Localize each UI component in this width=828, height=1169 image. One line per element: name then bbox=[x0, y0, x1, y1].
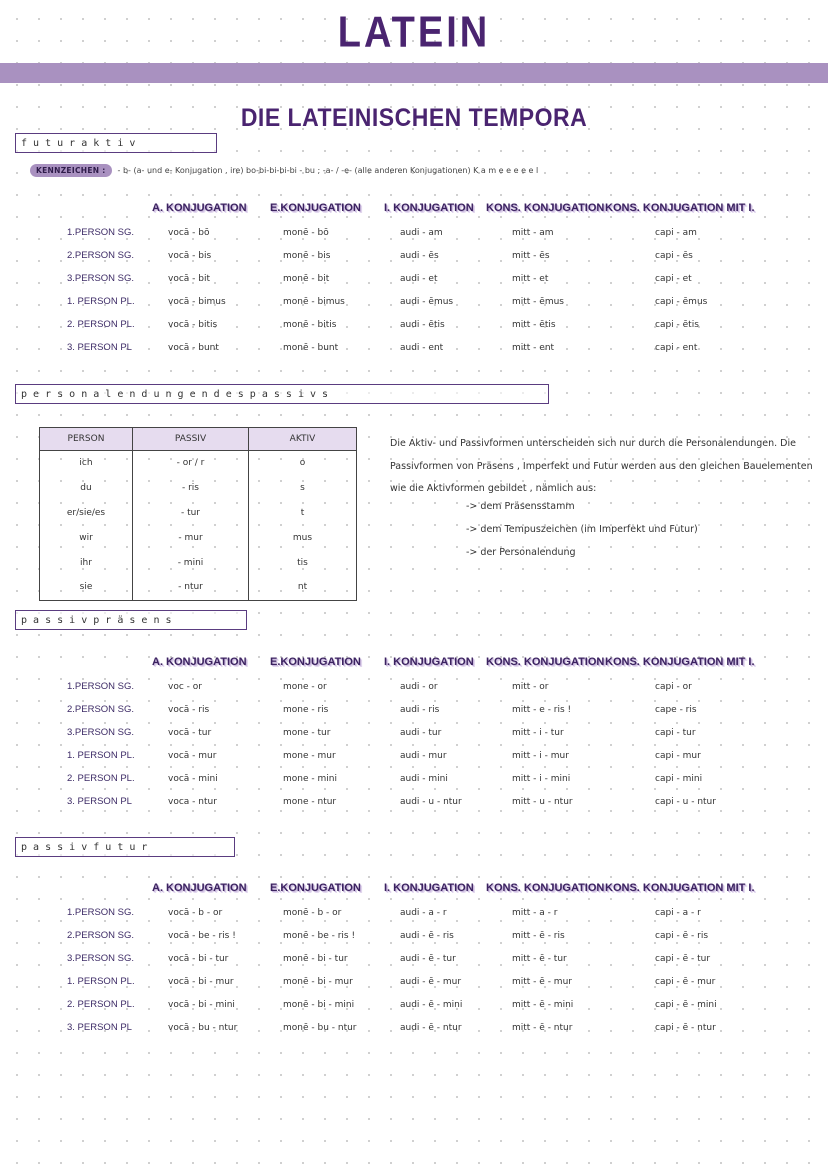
table-row bbox=[40, 476, 357, 501]
conjugation-cell: mone - tur bbox=[283, 728, 331, 738]
conjugation-cell: capi - ē - mini bbox=[655, 1000, 717, 1010]
conjugation-cell: vocā - bis bbox=[168, 251, 212, 261]
conjugation-cell: mitt - ēmus bbox=[512, 297, 564, 307]
aktiv-cell: tis bbox=[297, 557, 308, 568]
person-cell: ihr bbox=[40, 550, 133, 575]
person-cell: wir bbox=[40, 525, 133, 550]
conjugation-cell: mone - mini bbox=[283, 774, 337, 784]
conjugation-cell: audi - ris bbox=[400, 705, 440, 715]
conjugation-cell: mitt - i - mur bbox=[512, 751, 569, 761]
conjugation-cell: capi - ē - mur bbox=[655, 977, 716, 987]
row-label: 3.PERSON SG. bbox=[67, 727, 135, 738]
table-row bbox=[40, 451, 357, 476]
row-label: 3. PERSON PL bbox=[67, 342, 132, 353]
arrow-item-personalendung: -> der Personalendung bbox=[466, 547, 576, 558]
row-label: 2.PERSON SG. bbox=[67, 930, 135, 941]
conjugation-cell: audi - am bbox=[400, 228, 443, 238]
row-label: 1. PERSON PL. bbox=[67, 296, 135, 307]
row-label: 3.PERSON SG. bbox=[67, 273, 135, 284]
column-header: KONS. KONJUGATION bbox=[486, 656, 605, 668]
column-header: E.KONJUGATION bbox=[270, 656, 361, 668]
conjugation-cell: mitt - ent bbox=[512, 343, 555, 353]
conjugation-cell: voc - or bbox=[168, 682, 202, 692]
row-label: 3.PERSON SG. bbox=[67, 953, 135, 964]
conjugation-cell: vocā - ris bbox=[168, 705, 210, 715]
conjugation-cell: mitt - a - r bbox=[512, 908, 558, 918]
conjugation-cell: capi - et bbox=[655, 274, 692, 284]
column-header: KONS. KONJUGATION MIT I. bbox=[605, 656, 755, 668]
conjugation-cell: audi - ēmus bbox=[400, 297, 454, 307]
conjugation-cell: monē - bis bbox=[283, 251, 331, 261]
conjugation-cell: capi - ēmus bbox=[655, 297, 708, 307]
conjugation-cell: mitt - ē - mur bbox=[512, 977, 572, 987]
passiv-cell: - or / r bbox=[133, 451, 249, 476]
arrow-item-tempuszeichen: -> dem Tempuszeichen (im Imperfekt und Futur) bbox=[466, 524, 698, 535]
conjugation-cell: vocā - bitis bbox=[168, 320, 218, 330]
conjugation-cell: mone - ntur bbox=[283, 797, 337, 807]
row-label: 1. PERSON PL. bbox=[67, 976, 135, 987]
conjugation-cell: audi - ē - tur bbox=[400, 954, 456, 964]
conjugation-cell: mitt - ē - ntur bbox=[512, 1023, 573, 1033]
column-header: KONS. KONJUGATION MIT I. bbox=[605, 202, 755, 214]
conjugation-cell: capi - ētis bbox=[655, 320, 699, 330]
aktiv-cell: o bbox=[299, 458, 306, 469]
conjugation-cell: audi - ē - mur bbox=[400, 977, 462, 987]
conjugation-cell: mitt - ē - tur bbox=[512, 954, 567, 964]
conjugation-cell: audi - ēs bbox=[400, 251, 439, 261]
section-heading-personalendungen: p e r s o n a l e n d u n g e n d e s p a s s i v s bbox=[15, 384, 549, 404]
conjugation-cell: voca - ntur bbox=[168, 797, 217, 807]
conjugation-cell: capi - tur bbox=[655, 728, 696, 738]
row-label: 2. PERSON PL. bbox=[67, 773, 135, 784]
row-label: 2. PERSON PL. bbox=[67, 319, 135, 330]
conjugation-cell: mitt - ē - mini bbox=[512, 1000, 574, 1010]
conjugation-cell: audi - tur bbox=[400, 728, 442, 738]
column-header: A. KONJUGATION bbox=[152, 882, 247, 894]
header-passiv: PASSIV bbox=[133, 428, 249, 451]
conjugation-cell: mone - ris bbox=[283, 705, 329, 715]
column-header: A. KONJUGATION bbox=[152, 656, 247, 668]
row-label: 3. PERSON PL bbox=[67, 1022, 132, 1033]
conjugation-cell: monē - bitis bbox=[283, 320, 337, 330]
conjugation-cell: capi - a - r bbox=[655, 908, 701, 918]
conjugation-cell: audi - et bbox=[400, 274, 438, 284]
table-row bbox=[40, 575, 357, 600]
section-heading-futur-aktiv: f u t u r a k t i v bbox=[15, 133, 217, 153]
conjugation-cell: audi - mur bbox=[400, 751, 447, 761]
conjugation-cell: vocā - bu - ntur bbox=[168, 1023, 238, 1033]
conjugation-cell: mitt - i - tur bbox=[512, 728, 564, 738]
conjugation-cell: vocā - mini bbox=[168, 774, 218, 784]
page-subtitle: DIE LATEINISCHEN TEMPORA bbox=[240, 102, 588, 132]
conjugation-cell: audi - ētis bbox=[400, 320, 445, 330]
kennzeichen-text: - b- (a- und e- Konjugation , ire) bo-bi-bi-bi-bi - bu ; -a- / -e- (alle anderen Konjugationen) K a m e e e e e l bbox=[117, 166, 539, 175]
conjugation-cell: monē - bunt bbox=[283, 343, 339, 353]
table-row bbox=[40, 501, 357, 526]
conjugation-cell: mitt - ē - ris bbox=[512, 931, 565, 941]
column-header: I. KONJUGATION bbox=[384, 882, 474, 894]
conjugation-cell: capi - mur bbox=[655, 751, 701, 761]
row-label: 1.PERSON SG. bbox=[67, 907, 135, 918]
passiv-cell: - mur bbox=[133, 525, 249, 550]
conjugation-cell: cape - ris bbox=[655, 705, 697, 715]
column-header: E.KONJUGATION bbox=[270, 882, 361, 894]
person-cell: ich bbox=[40, 451, 133, 476]
kennzeichen-row bbox=[30, 164, 538, 177]
conjugation-cell: vocā - be - ris ! bbox=[168, 931, 236, 941]
conjugation-cell: vocā - bimus bbox=[168, 297, 226, 307]
conjugation-cell: capi - u - ntur bbox=[655, 797, 716, 807]
passiv-cell: - ris bbox=[133, 476, 249, 501]
conjugation-cell: vocā - bi - mur bbox=[168, 977, 234, 987]
conjugation-cell: audi - ē - ntur bbox=[400, 1023, 462, 1033]
person-cell: er/sie/es bbox=[40, 501, 133, 526]
column-header: I. KONJUGATION bbox=[384, 656, 474, 668]
conjugation-cell: monē - bit bbox=[283, 274, 330, 284]
conjugation-cell: vocā - bit bbox=[168, 274, 211, 284]
conjugation-cell: mone - or bbox=[283, 682, 327, 692]
passiv-cell: - mini bbox=[133, 550, 249, 575]
header-band bbox=[0, 63, 828, 83]
conjugation-cell: capi - ent bbox=[655, 343, 698, 353]
explanation-paragraph: Die Aktiv- und Passivformen unterscheiden sich nur durch die Personalendungen. Die Passivformen von Präsens , Imperfekt und Futur werden aus den gleichen Bauelementen wie die Aktivformen gebildet , nämlich aus: bbox=[390, 438, 813, 494]
aktiv-cell: nt bbox=[297, 582, 308, 593]
column-header: KONS. KONJUGATION bbox=[486, 202, 605, 214]
section-heading-passiv-praesens: p a s s i v p r ä s e n s bbox=[15, 610, 247, 630]
conjugation-cell: monē - b - or bbox=[283, 908, 342, 918]
conjugation-cell: monē - bi - tur bbox=[283, 954, 348, 964]
personal-endings-table bbox=[39, 427, 357, 601]
conjugation-cell: vocā - mur bbox=[168, 751, 217, 761]
conjugation-cell: vocā - bi - tur bbox=[168, 954, 229, 964]
row-label: 2.PERSON SG. bbox=[67, 250, 135, 261]
kennzeichen-badge: KENNZEICHEN : bbox=[30, 164, 112, 177]
arrow-item-stamm: -> dem Präsensstamm bbox=[466, 501, 575, 512]
header-person: PERSON bbox=[40, 428, 133, 451]
row-label: 2. PERSON PL. bbox=[67, 999, 135, 1010]
conjugation-cell: capi - ē - ntur bbox=[655, 1023, 716, 1033]
column-header: KONS. KONJUGATION MIT I. bbox=[605, 882, 755, 894]
aktiv-cell: mus bbox=[292, 532, 313, 543]
conjugation-cell: audi - ē - ris bbox=[400, 931, 454, 941]
conjugation-cell: audi - ent bbox=[400, 343, 444, 353]
conjugation-cell: mitt - ētis bbox=[512, 320, 556, 330]
conjugation-cell: capi - am bbox=[655, 228, 697, 238]
conjugation-cell: audi - mini bbox=[400, 774, 448, 784]
section-heading-passiv-futur: p a s s i v f u t u r bbox=[15, 837, 235, 857]
page-title: LATEIN bbox=[337, 8, 491, 58]
row-label: 3. PERSON PL bbox=[67, 796, 132, 807]
conjugation-cell: vocā - b - or bbox=[168, 908, 223, 918]
conjugation-cell: mitt - i - mini bbox=[512, 774, 571, 784]
conjugation-cell: monē - be - ris ! bbox=[283, 931, 356, 941]
conjugation-cell: audi - ē - mini bbox=[400, 1000, 463, 1010]
conjugation-cell: capi - or bbox=[655, 682, 692, 692]
column-header: I. KONJUGATION bbox=[384, 202, 474, 214]
conjugation-cell: monē - bi - mur bbox=[283, 977, 353, 987]
conjugation-cell: audi - a - r bbox=[400, 908, 447, 918]
row-label: 1. PERSON PL. bbox=[67, 750, 135, 761]
conjugation-cell: vocā - bō bbox=[168, 228, 210, 238]
passiv-cell: - ntur bbox=[133, 575, 249, 600]
conjugation-cell: capi - ēs bbox=[655, 251, 693, 261]
table-row bbox=[40, 550, 357, 575]
aktiv-cell: t bbox=[300, 507, 305, 518]
conjugation-cell: mitt - u - ntur bbox=[512, 797, 573, 807]
conjugation-cell: monē - bi - mini bbox=[283, 1000, 355, 1010]
row-label: 2.PERSON SG. bbox=[67, 704, 135, 715]
row-label: 1.PERSON SG. bbox=[67, 227, 135, 238]
column-header: A. KONJUGATION bbox=[152, 202, 247, 214]
conjugation-cell: audi - or bbox=[400, 682, 438, 692]
conjugation-cell: vocā - bunt bbox=[168, 343, 219, 353]
passiv-cell: - tur bbox=[133, 501, 249, 526]
conjugation-cell: audi - u - ntur bbox=[400, 797, 462, 807]
conjugation-cell: mitt - e - ris ! bbox=[512, 705, 572, 715]
row-label: 1.PERSON SG. bbox=[67, 681, 135, 692]
person-cell: du bbox=[40, 476, 133, 501]
table-row bbox=[40, 525, 357, 550]
conjugation-cell: mitt - et bbox=[512, 274, 549, 284]
person-cell: sie bbox=[40, 575, 133, 600]
conjugation-cell: monē - bimus bbox=[283, 297, 345, 307]
conjugation-cell: mitt - am bbox=[512, 228, 554, 238]
header-aktiv: AKTIV bbox=[249, 428, 357, 451]
conjugation-cell: capi - mini bbox=[655, 774, 703, 784]
column-header: KONS. KONJUGATION bbox=[486, 882, 605, 894]
conjugation-cell: capi - ē - ris bbox=[655, 931, 709, 941]
conjugation-cell: monē - bu - ntur bbox=[283, 1023, 357, 1033]
aktiv-cell: s bbox=[300, 483, 305, 494]
conjugation-cell: mone - mur bbox=[283, 751, 336, 761]
table-header-row bbox=[40, 428, 357, 451]
conjugation-cell: capi - ē - tur bbox=[655, 954, 711, 964]
column-header: E.KONJUGATION bbox=[270, 202, 361, 214]
conjugation-cell: vocā - bi - mini bbox=[168, 1000, 235, 1010]
conjugation-cell: mitt - or bbox=[512, 682, 549, 692]
conjugation-cell: mitt - ēs bbox=[512, 251, 550, 261]
conjugation-cell: vocā - tur bbox=[168, 728, 212, 738]
conjugation-cell: monē - bō bbox=[283, 228, 329, 238]
